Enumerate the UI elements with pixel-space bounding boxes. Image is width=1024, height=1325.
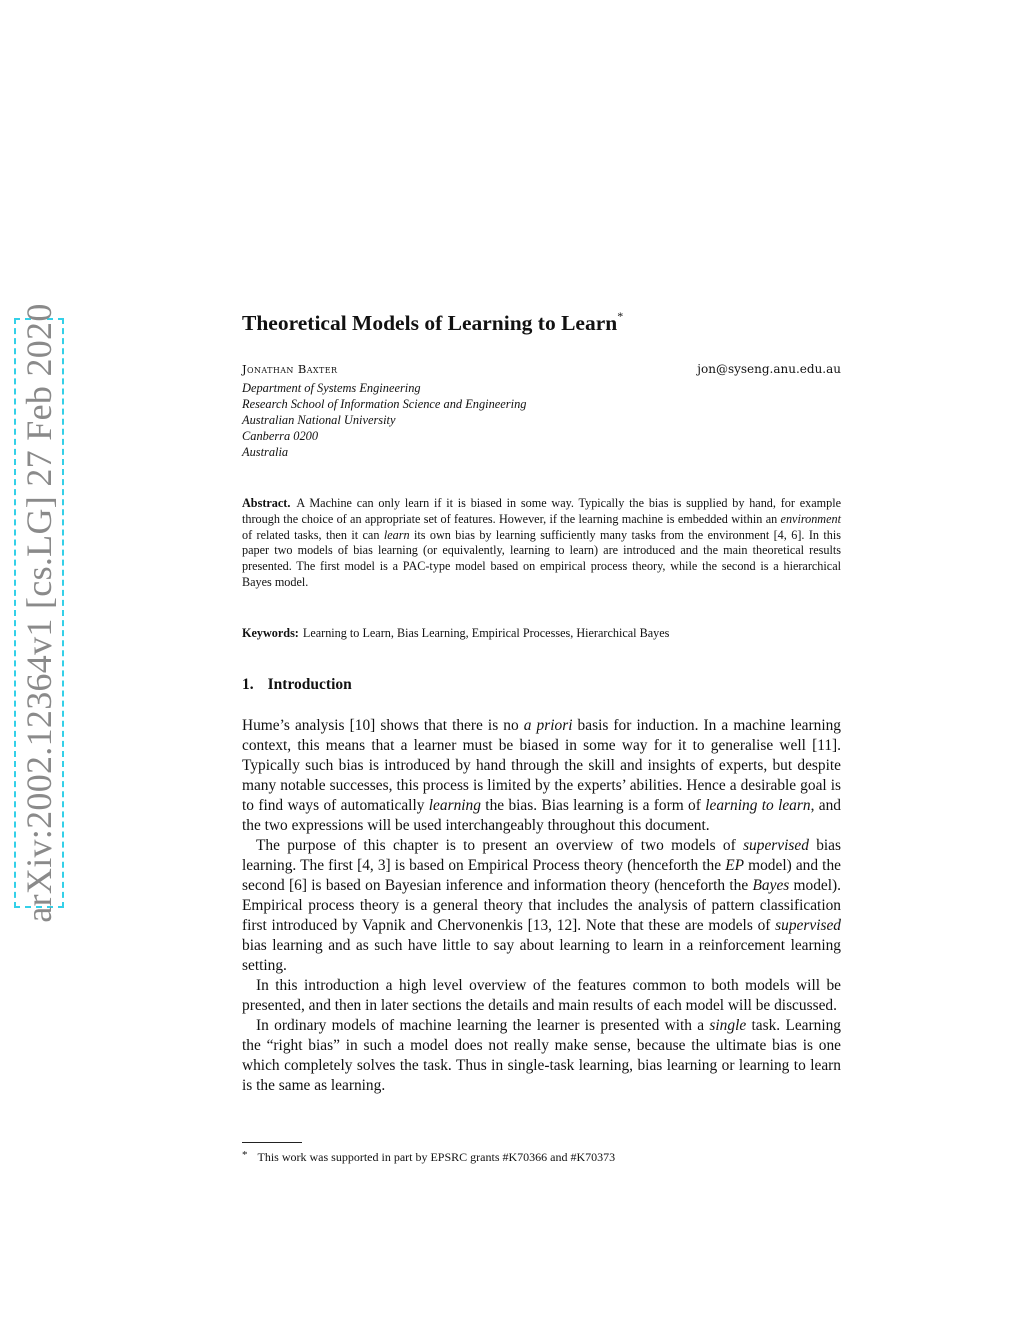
arxiv-side-stamp	[14, 303, 64, 923]
title-footnote-mark: *	[617, 309, 624, 323]
footnote-mark: *	[242, 1149, 248, 1161]
body-text	[242, 716, 841, 1096]
abstract-text: A Machine can only learn if it is biased in some way. Typically the bias is supplied by hand, for example through the choice of an appropriate set of features. However, if the learning machine is embedded within an	[242, 496, 841, 526]
abstract-emphasis: learn	[383, 527, 410, 542]
text-run: task. Learning the “right bias” in such a model does not really make sense, because the ultimate bias is one which completely solves the task. Thus in single-task learning, bias learning or learning to learn is the same as learning.	[242, 1017, 841, 1094]
text-run: , and the two expressions will be used interchangeably throughout this document.	[242, 797, 842, 834]
text-run: bias learning and as such have little to say about learning to learn in a reinforcement learning setting.	[242, 937, 841, 974]
affiliation-line: Research School of Information Science and Engineering	[242, 397, 527, 411]
emphasis: learning	[428, 797, 481, 814]
footnote	[242, 1150, 615, 1165]
emphasis: EP	[725, 857, 745, 874]
text-run: model) and the second [6] is based on Bayesian inference and information theory (henceforth the	[242, 857, 841, 894]
keywords	[242, 626, 841, 641]
keywords-label: Keywords:	[242, 626, 299, 640]
text-run: bias learning. The first [4, 3] is based on Empirical Process theory (henceforth the	[242, 837, 841, 874]
text-run: model). Empirical process theory is a general theory that includes the analysis of pattern classification first introduced by Vapnik and Chervonenkis [13, 12]. Note that these are models of	[242, 877, 842, 934]
paragraph	[242, 836, 841, 976]
section-title: Introduction	[267, 676, 352, 693]
emphasis: learning to learn	[705, 797, 811, 814]
author-block	[242, 362, 841, 376]
paper-title	[242, 311, 623, 336]
emphasis: supervised	[743, 837, 809, 854]
section-heading	[242, 676, 352, 694]
title-text: Theoretical Models of Learning to Learn	[242, 311, 618, 336]
paragraph: In this introduction a high level overview of the features common to both models will be presented, and then in later sections the details and main results of each model will be discussed.	[242, 977, 841, 1014]
section-number: 1.	[242, 676, 254, 693]
affiliation-line: Department of Systems Engineering	[242, 381, 421, 395]
text-run: In ordinary models of machine learning the learner is presented with a	[256, 1017, 710, 1034]
abstract-text: of related tasks, then it can	[242, 527, 384, 542]
text-run: Hume’s analysis [10] shows that there is no	[242, 717, 524, 734]
author-email: jon@syseng.anu.edu.au	[697, 362, 841, 376]
emphasis: a priori	[523, 717, 573, 734]
text-run: The purpose of this chapter is to present an overview of two models of	[256, 837, 744, 854]
emphasis: single	[709, 1017, 747, 1034]
footnote-text: This work was supported in part by EPSRC grants #K70366 and #K70373	[257, 1150, 616, 1164]
affiliation-line: Australian National University	[242, 413, 396, 427]
author-name: Jonathan Baxter	[242, 362, 338, 376]
arxiv-identifier: arXiv:2002.12364v1 [cs.LG] 27 Feb 2020	[19, 303, 59, 923]
text-run: basis for induction. In a machine learning context, this means that a learner must be biased in some way for it to generalise well [11]. Typically such bias is introduced by hand through the skill and insights of experts, but despite many notable successes, this process is limited by the experts’ abilities. Hence a desirable goal is to find ways of automatically	[242, 717, 841, 814]
footnote-rule	[242, 1142, 302, 1143]
emphasis: Bayes	[752, 877, 790, 894]
text-run: the bias. Bias learning is a form of	[480, 797, 706, 814]
abstract-emphasis: environment	[780, 511, 841, 526]
affiliation	[242, 380, 526, 460]
abstract-label: Abstract.	[242, 496, 291, 510]
emphasis: supervised	[775, 917, 841, 934]
abstract	[242, 496, 841, 591]
paragraph	[242, 716, 841, 836]
affiliation-line: Australia	[242, 445, 289, 459]
keywords-text: Learning to Learn, Bias Learning, Empirical Processes, Hierarchical Bayes	[302, 626, 670, 640]
paragraph	[242, 1016, 841, 1096]
affiliation-line: Canberra 0200	[242, 429, 319, 443]
abstract-text: its own bias by learning sufficiently many tasks from the environment [4, 6]. In this paper two models of bias learning (or equivalently, learning to learn) are introduced and the main theoretical results presented. The first model is a PAC-type model based on empirical process theory, while the second is a hierarchical Bayes model.	[242, 527, 841, 589]
